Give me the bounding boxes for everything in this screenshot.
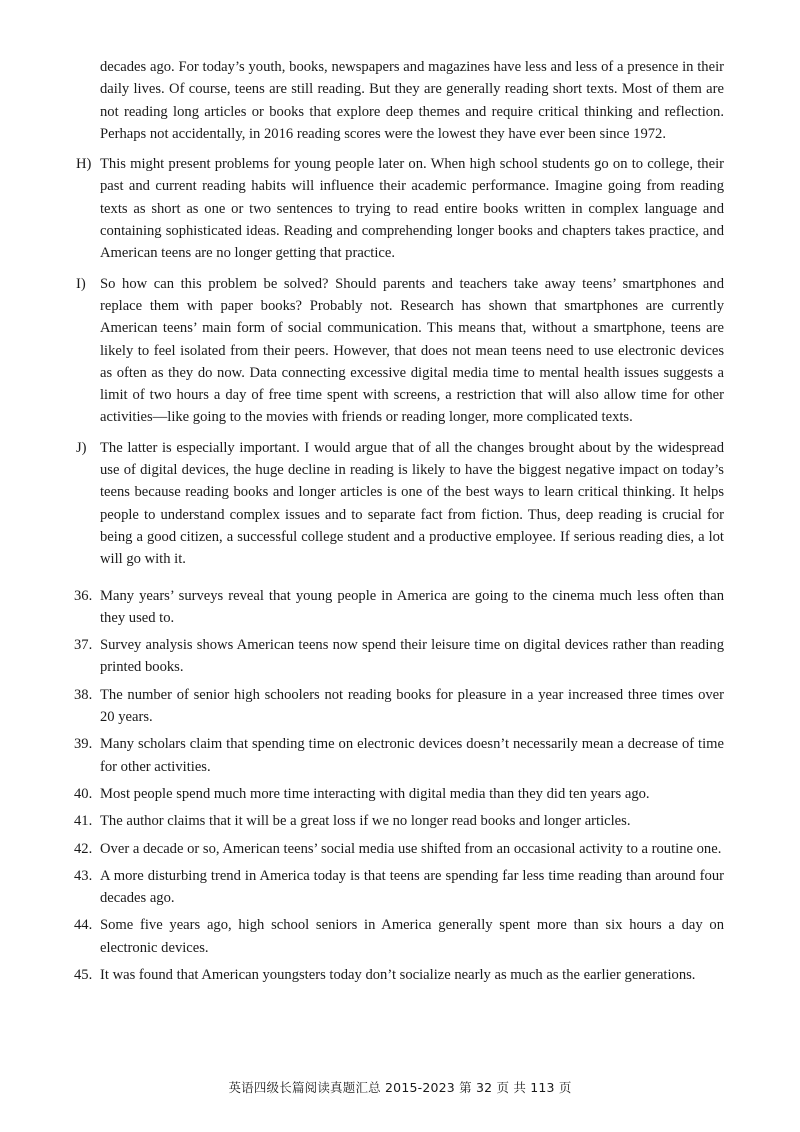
footer-text: 英语四级长篇阅读真题汇总 2015-2023 第 32 页 共 113 页 [228, 1080, 572, 1095]
question-item [74, 964, 724, 986]
paragraph-h [76, 153, 724, 264]
question-number: 43. [74, 867, 93, 884]
question-list [0, 585, 800, 987]
question-number: 41. [74, 813, 93, 830]
document-page [0, 56, 800, 991]
question-item [74, 783, 724, 805]
question-text: Many years’ surveys reveal that young people in America are going to the cinema much less often than they used to. [100, 587, 724, 626]
paragraph-text: The latter is especially important. I would argue that of all the changes brought about by the widespread use of digital devices, the huge decline in reading is likely to have the biggest negative impact on today’s teens because reading books and longer articles is one of the best ways to learn critical thinking. It helps people to understand complex issues and to separate fact from fiction. Thus, deep reading is crucial for being a good citizen, a successful college student and a productive employee. If serious reading dies, a lot will go with it. [100, 439, 724, 568]
question-number: 36. [74, 587, 93, 604]
paragraph-i [76, 273, 724, 429]
question-item [74, 914, 724, 959]
question-number: 42. [74, 840, 93, 857]
question-number: 45. [74, 966, 93, 983]
question-number: 37. [74, 637, 93, 654]
paragraph-label: H) [76, 156, 92, 173]
question-text: The author claims that it will be a great loss if we no longer read books and longer articles. [100, 813, 631, 830]
paragraph-text: So how can this problem be solved? Should parents and teachers take away teens’ smartphones and replace them with paper books? Probably not. Research has shown that smartphones are currently American teens’ main form of social communication. This means that, without a smartphone, teens are likely to feel isolated from their peers. However, that does not mean teens need to use electronic devices as often as they do now. Data connecting excessive digital media time to mental health issues suggests a limit of two hours a day of free time spent with screens, a restriction that will also allow time for other activities—like going to the movies with friends or reading longer, more complicated texts. [100, 275, 724, 426]
question-number: 38. [74, 686, 93, 703]
question-text: Survey analysis shows American teens now spend their leisure time on digital devices rather than reading printed books. [100, 637, 724, 676]
question-number: 40. [74, 785, 93, 802]
question-text: Many scholars claim that spending time on electronic devices doesn’t necessarily mean a decrease of time for other activities. [100, 736, 724, 775]
passage-continuation-text: decades ago. For today’s youth, books, newspapers and magazines have less and less of a presence in their daily lives. Of course, teens are still reading. But they are generally reading short texts. Most of them are not reading long articles or books that explore deep themes and require critical thinking and reflection. Perhaps not accidentally, in 2016 reading scores were the lowest they have ever been since 1972. [100, 59, 724, 142]
paragraph-j [76, 437, 724, 571]
question-item [74, 838, 724, 860]
question-item [74, 865, 724, 910]
paragraph-label: J) [76, 439, 87, 456]
question-text: Most people spend much more time interacting with digital media than they did ten years ago. [100, 785, 650, 802]
question-number: 39. [74, 736, 93, 753]
question-item [74, 810, 724, 832]
question-text: Some five years ago, high school seniors in America generally spent more than six hours a day on electronic devices. [100, 917, 724, 956]
paragraph-text: This might present problems for young people later on. When high school students go on to college, their past and current reading habits will influence their academic performance. Imagine going from reading texts as short as one or two sentences to trying to read entire books written in complex language and containing sophisticated ideas. Reading and comprehending longer books and chapters takes practice, and American teens are no longer getting that practice. [100, 156, 724, 262]
question-text: A more disturbing trend in America today is that teens are spending far less time reading than around four decades ago. [100, 867, 724, 907]
passage-continuation [100, 56, 724, 145]
question-number: 44. [74, 917, 93, 934]
paragraph-label: I) [76, 275, 86, 292]
question-text: Over a decade or so, American teens’ social media use shifted from an occasional activity to a routine one. [100, 840, 722, 857]
question-item [74, 634, 724, 679]
page-footer [0, 1077, 800, 1099]
question-item [74, 585, 724, 630]
question-item [74, 684, 724, 729]
question-text: It was found that American youngsters today don’t socialize nearly as much as the earlier generations. [100, 966, 696, 983]
question-item [74, 733, 724, 778]
question-text: The number of senior high schoolers not reading books for pleasure in a year increased three times over 20 years. [100, 686, 724, 726]
